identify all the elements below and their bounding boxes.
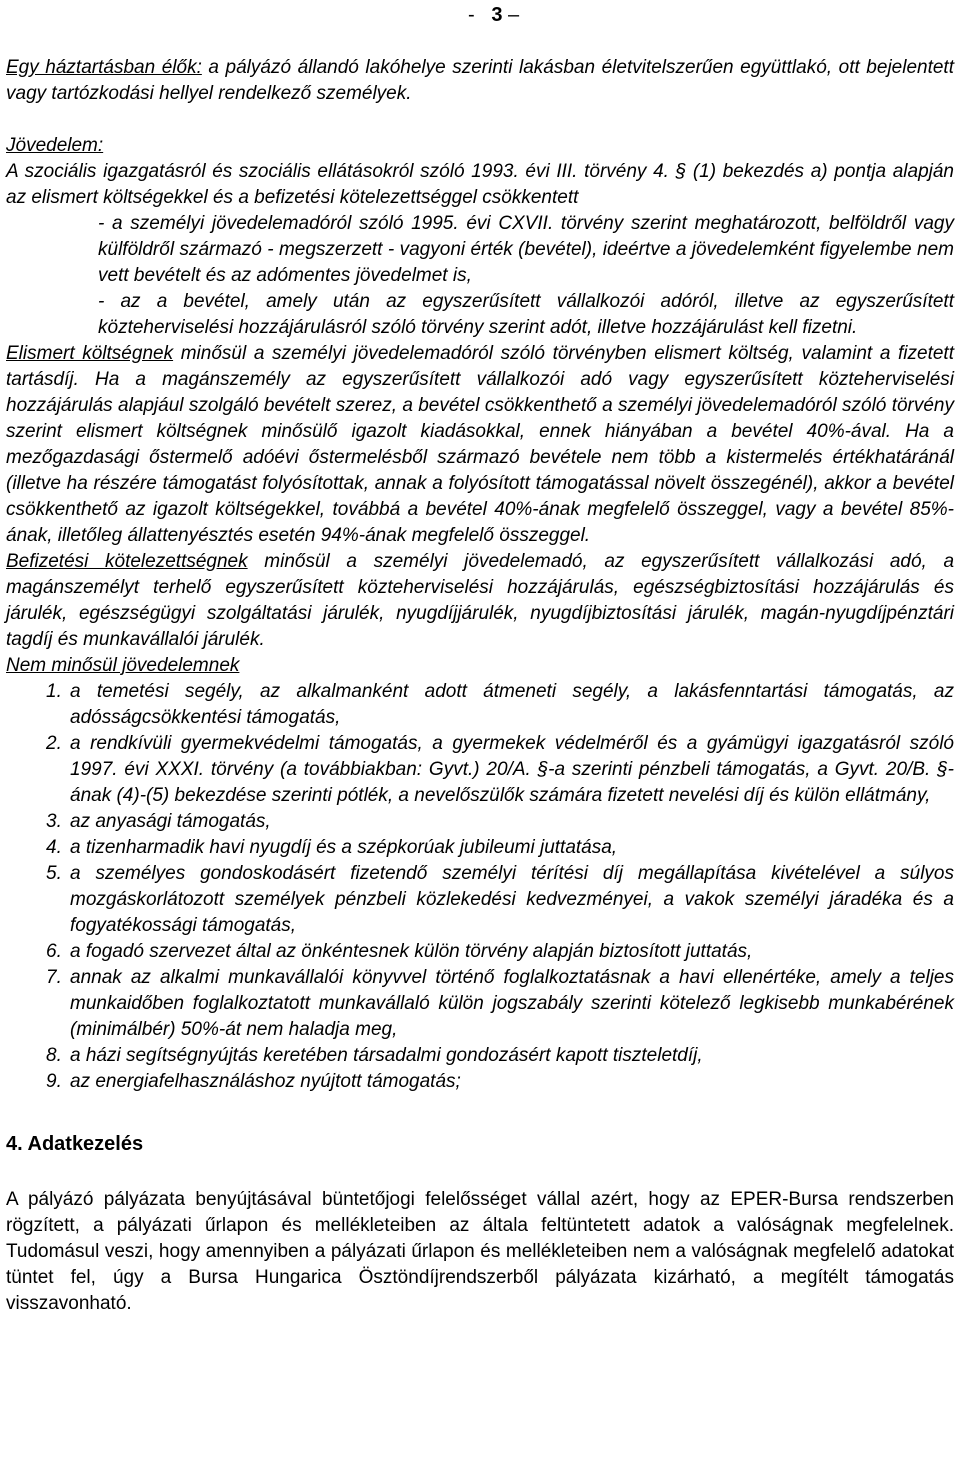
income-line1: A szociális igazgatásról és szociális ellátásokról szóló 1993. évi III. törvény 4. § (1) bekezdés a) pontja alapján az elismert költségekkel és a befizetési kötelezettséggel csökkentett [6, 161, 954, 208]
not-income-term-line [6, 653, 954, 679]
payment-obligation-text: minősül a személyi jövedelemadó, az egyszerűsített vállalkozási adó, a magánszemélyt terhelő egyszerűsített közteherviselési hozzájárulás, egészségbiztosítási hozzájárulás és járulék, egészségügyi szolgáltatási járulék, nyugdíjjárulék, nyugdíjbiztosítási járulék, magán-nyugdíjpénztári tagdíj és munkavállalói járulék. [6, 551, 955, 650]
household-term: Egy háztartásban élők: [6, 57, 202, 78]
list-item [6, 731, 954, 809]
list-item [6, 939, 954, 965]
list-item-number: 3. [46, 811, 62, 832]
payment-obligation-definition [6, 549, 954, 653]
household-definition [6, 55, 954, 107]
list-item-number: 2. [46, 733, 62, 754]
recognized-cost-text: minősül a személyi jövedelemadóról szóló törvényben elismert költség, valamint a fizetett tartásdíj. Ha a magánszemély az egyszerűsített vállalkozói adó vagy egyszerűsített közteherviselési hozzájárulás alapjául szolgáló bevételt szerez, a bevétel csökkenthető a személyi jövedelemadóról szóló törvény szerint elismert költségnek minősülő igazolt kiadásokkal, ennek hiányában a bevétel 40%-ával. Ha a mezőgazdasági őstermelő adóévi őstermelésből származó bevétele nem több a kistermelés értékhatáránál (illetve ha részére támogatást folyósítottak, annak a folyósított támogatással növelt összegénél), akkor a bevétel csökkenthető az igazolt költségekkel, továbbá a bevétel 40%-ának megfelelő összeggel, vagy a bevétel 85%-ának, illetőleg állattenyésztés esetén 94%-ának megfelelő összeggel. [6, 343, 954, 546]
list-item-text: a házi segítségnyújtás keretében társadalmi gondozásért kapott tiszteletdíj, [70, 1045, 703, 1066]
recognized-cost-term: Elismert költségnek [6, 343, 174, 364]
list-item [6, 965, 954, 1043]
list-item-text: a tizenharmadik havi nyugdíj és a szépkorúak jubileumi juttatása, [70, 837, 618, 858]
page-content [6, 55, 954, 1317]
list-item-number: 5. [46, 863, 62, 884]
page-number-value: 3 [491, 4, 503, 26]
page-number [468, 2, 519, 28]
income-term: Jövedelem: [6, 135, 104, 156]
list-item-number: 4. [46, 837, 62, 858]
household-text: a pályázó állandó lakóhelye szerinti lakásban életvitelszerűen együttlakó, ott bejelentett vagy tartózkodási hellyel rendelkező személyek. [6, 57, 954, 104]
list-item-number: 6. [46, 941, 62, 962]
page-number-trail: – [508, 4, 520, 26]
list-item-number: 9. [46, 1071, 62, 1092]
section-paragraph: A pályázó pályázata benyújtásával büntetőjogi felelősséget vállal azért, hogy az EPER-Bursa rendszerben rögzített, a pályázati űrlapon és mellékleteiben az általa feltüntetett adatok a valóságnak megfelelnek. Tudomásul veszi, hogy amennyiben a pályázati űrlapon és mellékleteiben nem a valóságnak megfelelő adatokat tüntet fel, úgy a Bursa Hungarica Ösztöndíjrendszerből pályázata kizárható, a megítélt támogatás visszavonható. [6, 1189, 954, 1314]
list-item-text: a személyes gondoskodásért fizetendő személyi térítési díj megállapítása kivételével a súlyos mozgáskorlátozott személyek pénzbeli közlekedési kedvezményei, a vakok személyi járadéka és a fogyatékossági támogatás, [70, 863, 954, 936]
list-item-number: 7. [46, 967, 62, 988]
section-title: 4. Adatkezelés [6, 1133, 144, 1155]
page-number-dash: - [468, 4, 475, 26]
list-item-text: annak az alkalmi munkavállalói könyvvel történő foglalkoztatásnak a havi ellenértéke, amely a teljes munkaidőben foglalkoztatott munkavállaló külön jogszabály szerinti kötelező legkisebb munkabérének (minimálbér) 50%-át nem haladja meg, [70, 967, 954, 1040]
list-item [6, 1043, 954, 1069]
not-income-list [6, 679, 954, 1095]
recognized-cost-definition [6, 341, 954, 549]
list-item-number: 8. [46, 1045, 62, 1066]
list-item [6, 679, 954, 731]
income-term-line [6, 133, 954, 159]
list-item [6, 809, 954, 835]
list-item-text: a temetési segély, az alkalmanként adott átmeneti segély, a lakásfenntartási támogatás, az adósságcsökkentési támogatás, [70, 681, 954, 728]
not-income-term: Nem minősül jövedelemnek [6, 655, 240, 676]
income-indent2-text: - az a bevétel, amely után az egyszerűsített vállalkozói adóról, illetve az egyszerűsített közteherviselési hozzájárulásról szóló törvény szerint adót, illetve hozzájárulást kell fizetni. [98, 291, 954, 338]
list-item-text: az energiafelhasználáshoz nyújtott támogatás; [70, 1071, 461, 1092]
list-item-text: a rendkívüli gyermekvédelmi támogatás, a gyermekek védelméről és a gyámügyi igazgatásról szóló 1997. évi XXXI. törvény (a továbbiakban: Gyvt.) 20/A. §-a szerinti pénzbeli támogatás, a Gyvt. 20/B. §-ának (4)-(5) bekezdése szerinti pótlék, a nevelőszülők számára fizetett nevelési díj és külön ellátmány, [70, 733, 954, 806]
payment-obligation-term: Befizetési kötelezettségnek [6, 551, 248, 572]
list-item-number: 1. [46, 681, 62, 702]
list-item-text: az anyasági támogatás, [70, 811, 271, 832]
income-indent1-text: - a személyi jövedelemadóról szóló 1995. évi CXVII. törvény szerint meghatározott, belföldről vagy külföldről származó - megszerzett - vagyoni érték (bevétel), ideértve a jövedelemként figyelembe nem vett bevételt és az adómentes jövedelmet is, [98, 213, 954, 286]
list-item [6, 861, 954, 939]
spacer [6, 107, 954, 133]
income-indent1 [6, 211, 954, 289]
list-item-text: a fogadó szervezet által az önkéntesnek külön törvény alapján biztosított juttatás, [70, 941, 753, 962]
list-item [6, 1069, 954, 1095]
income-indent2 [6, 289, 954, 341]
list-item [6, 835, 954, 861]
